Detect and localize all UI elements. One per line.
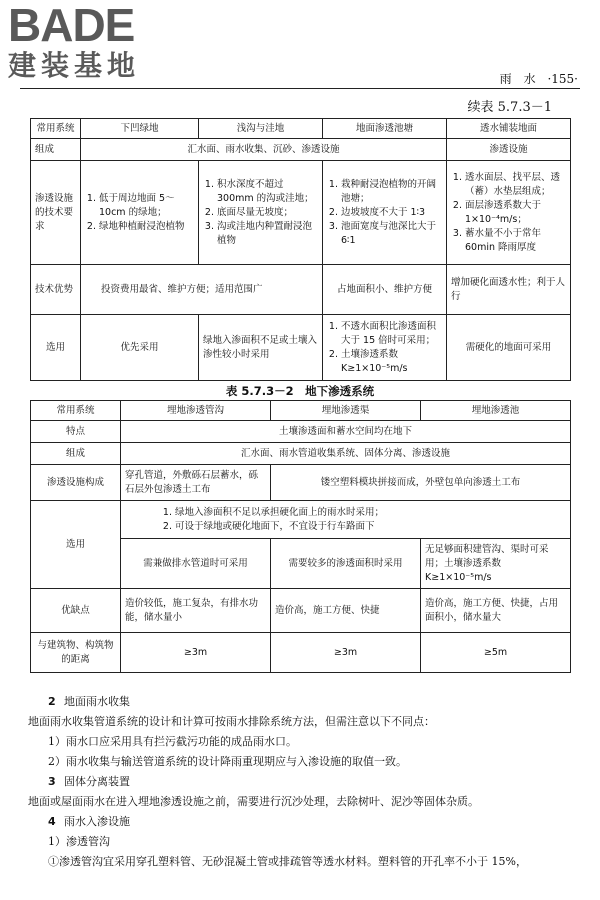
paragraph: ①渗透管沟宜采用穿孔塑料管、无砂混凝土管或排疏管等透水材料。塑料管的开孔率不小于 15%， [48, 855, 527, 868]
underground-infiltration-table [30, 400, 571, 673]
list-item: 3. 沟或洼地内种置耐浸泡植物 [217, 220, 318, 248]
header-cell: 浅沟与洼地 [199, 119, 323, 139]
section-heading: 4 雨水入渗设施 [48, 815, 130, 828]
table-cell: 造价高，施工方便、快捷，占用面积小，储水量大 [421, 589, 571, 633]
table-cell [447, 161, 571, 265]
header-cell: 下凹绿地 [81, 119, 199, 139]
table-cell: 需硬化的地面可采用 [447, 315, 571, 381]
table-cell [81, 161, 199, 265]
header-rule [20, 88, 580, 89]
table-cell: 造价高，施工方便、快捷 [271, 589, 421, 633]
list-item: 1. 透水面层、找平层、透（蓄）水垫层组成； [465, 171, 566, 199]
table-cell: 需要较多的渗透面积时采用 [271, 539, 421, 589]
header-cell: 埋地渗透池 [421, 401, 571, 421]
table-cell [323, 315, 447, 381]
list-item: 2. 边坡坡度不大于 1∶3 [341, 206, 442, 220]
list-item: 3. 蓄水量不小于常年60min 降雨厚度 [465, 227, 566, 255]
list-item: 2. 绿地种植耐浸泡植物 [99, 220, 194, 234]
table-cell [199, 161, 323, 265]
table2-caption: 表 5.7.3－2 地下渗透系统 [225, 384, 375, 398]
header-cell: 常用系统 [31, 119, 81, 139]
row-label: 选用 [31, 501, 121, 589]
list-item: 1. 积水深度不超过300mm 的沟或洼地； [217, 178, 318, 206]
row-label: 渗透设施的技术要求 [31, 161, 81, 265]
list-item: 2）雨水收集与输送管道系统的设计降雨重现期应与入渗设施的取值一致。 [48, 755, 407, 768]
body-text [28, 692, 568, 872]
paragraph: 地面雨水收集管道系统的设计和计算可按雨水排除系统方法，但需注意以下不同点： [28, 715, 435, 728]
table-cell: ≥3m [121, 633, 271, 673]
table-cell: 增加硬化面透水性；利于人行 [447, 265, 571, 315]
list-item: 2. 土壤渗透系数 K≥1×10⁻⁵m/s [341, 348, 442, 376]
surface-infiltration-table [30, 118, 571, 381]
row-label: 组成 [31, 443, 121, 465]
paragraph: 地面或屋面雨水在进入埋地渗透设施之前，需要进行沉沙处理，去除树叶、泥沙等固体杂质。 [28, 795, 479, 808]
table-cell: ≥3m [271, 633, 421, 673]
running-header [500, 70, 578, 87]
table-cell: 无足够面积建管沟、渠时可采用；土壤渗透系数 K≥1×10⁻⁵m/s [421, 539, 571, 589]
table-cell: 需兼做排水管道时可采用 [121, 539, 271, 589]
list-item: 3. 池面宽度与池深比大于 6∶1 [341, 220, 442, 248]
table-cell: 投资费用最省、维护方便；适用范围广 [81, 265, 323, 315]
logo-subtitle: 建装基地 [8, 49, 141, 82]
row-label: 特点 [31, 421, 121, 443]
row-label: 技术优势 [31, 265, 81, 315]
list-item: 1. 绿地入渗面积不足以承担硬化面上的雨水时采用； [175, 506, 566, 520]
table-cell: 土壤渗透面和蓄水空间均在地下 [121, 421, 571, 443]
section-heading: 3 固体分离装置 [48, 775, 130, 788]
list-item: 2. 面层渗透系数大于 1×10⁻⁴m/s； [465, 199, 566, 227]
table-cell [121, 501, 571, 539]
list-item: 1）雨水口应采用具有拦污截污功能的成品雨水口。 [48, 735, 297, 748]
table-cell: 穿孔管道，外敷砾石层蓄水，砾石层外包渗透土工布 [121, 465, 271, 501]
header-cell: 埋地渗透管沟 [121, 401, 271, 421]
table-cell: 汇水面、雨水收集、沉砂、渗透设施 [81, 139, 447, 161]
table-cell: 绿地入渗面积不足或土壤入渗性较小时采用 [199, 315, 323, 381]
section-heading: 2 地面雨水收集 [48, 695, 130, 708]
list-item: 1. 低于周边地面 5～10cm 的绿地； [99, 192, 194, 220]
table-cell: 汇水面、雨水管道收集系统、固体分离、渗透设施 [121, 443, 571, 465]
row-label: 组成 [31, 139, 81, 161]
table-cell: 造价较低，施工复杂，有排水功能，储水量小 [121, 589, 271, 633]
table-cell [323, 161, 447, 265]
logo-word: BADE [8, 0, 135, 51]
list-item: 1）渗透管沟 [48, 835, 110, 848]
list-item: 2. 可设于绿地或硬化地面下，不宜设于行车路面下 [175, 520, 566, 534]
table-cell: 优先采用 [81, 315, 199, 381]
table-cell: ≥5m [421, 633, 571, 673]
logo [8, 2, 178, 86]
list-item: 1. 栽种耐浸泡植物的开阔池塘； [341, 178, 442, 206]
list-item: 1. 不透水面积比渗透面积大于 15 倍时可采用； [341, 320, 442, 348]
header-cell: 地面渗透池塘 [323, 119, 447, 139]
header-cell: 埋地渗透渠 [271, 401, 421, 421]
table-cell: 镂空塑料模块拼接而成，外壁包单向渗透土工布 [271, 465, 571, 501]
table-cell: 占地面积小、维护方便 [323, 265, 447, 315]
table1-caption: 续表 5.7.3－1 [467, 100, 552, 115]
table-cell: 渗透设施 [447, 139, 571, 161]
header-cell: 常用系统 [31, 401, 121, 421]
row-label: 与建筑物、构筑物的距离 [31, 633, 121, 673]
list-item: 2. 底面尽量无坡度； [217, 206, 318, 220]
section-title: 雨 水 [499, 72, 536, 86]
page-number: ·155· [547, 72, 578, 86]
header-cell: 透水铺装地面 [447, 119, 571, 139]
row-label: 优缺点 [31, 589, 121, 633]
row-label: 渗透设施构成 [31, 465, 121, 501]
row-label: 选用 [31, 315, 81, 381]
